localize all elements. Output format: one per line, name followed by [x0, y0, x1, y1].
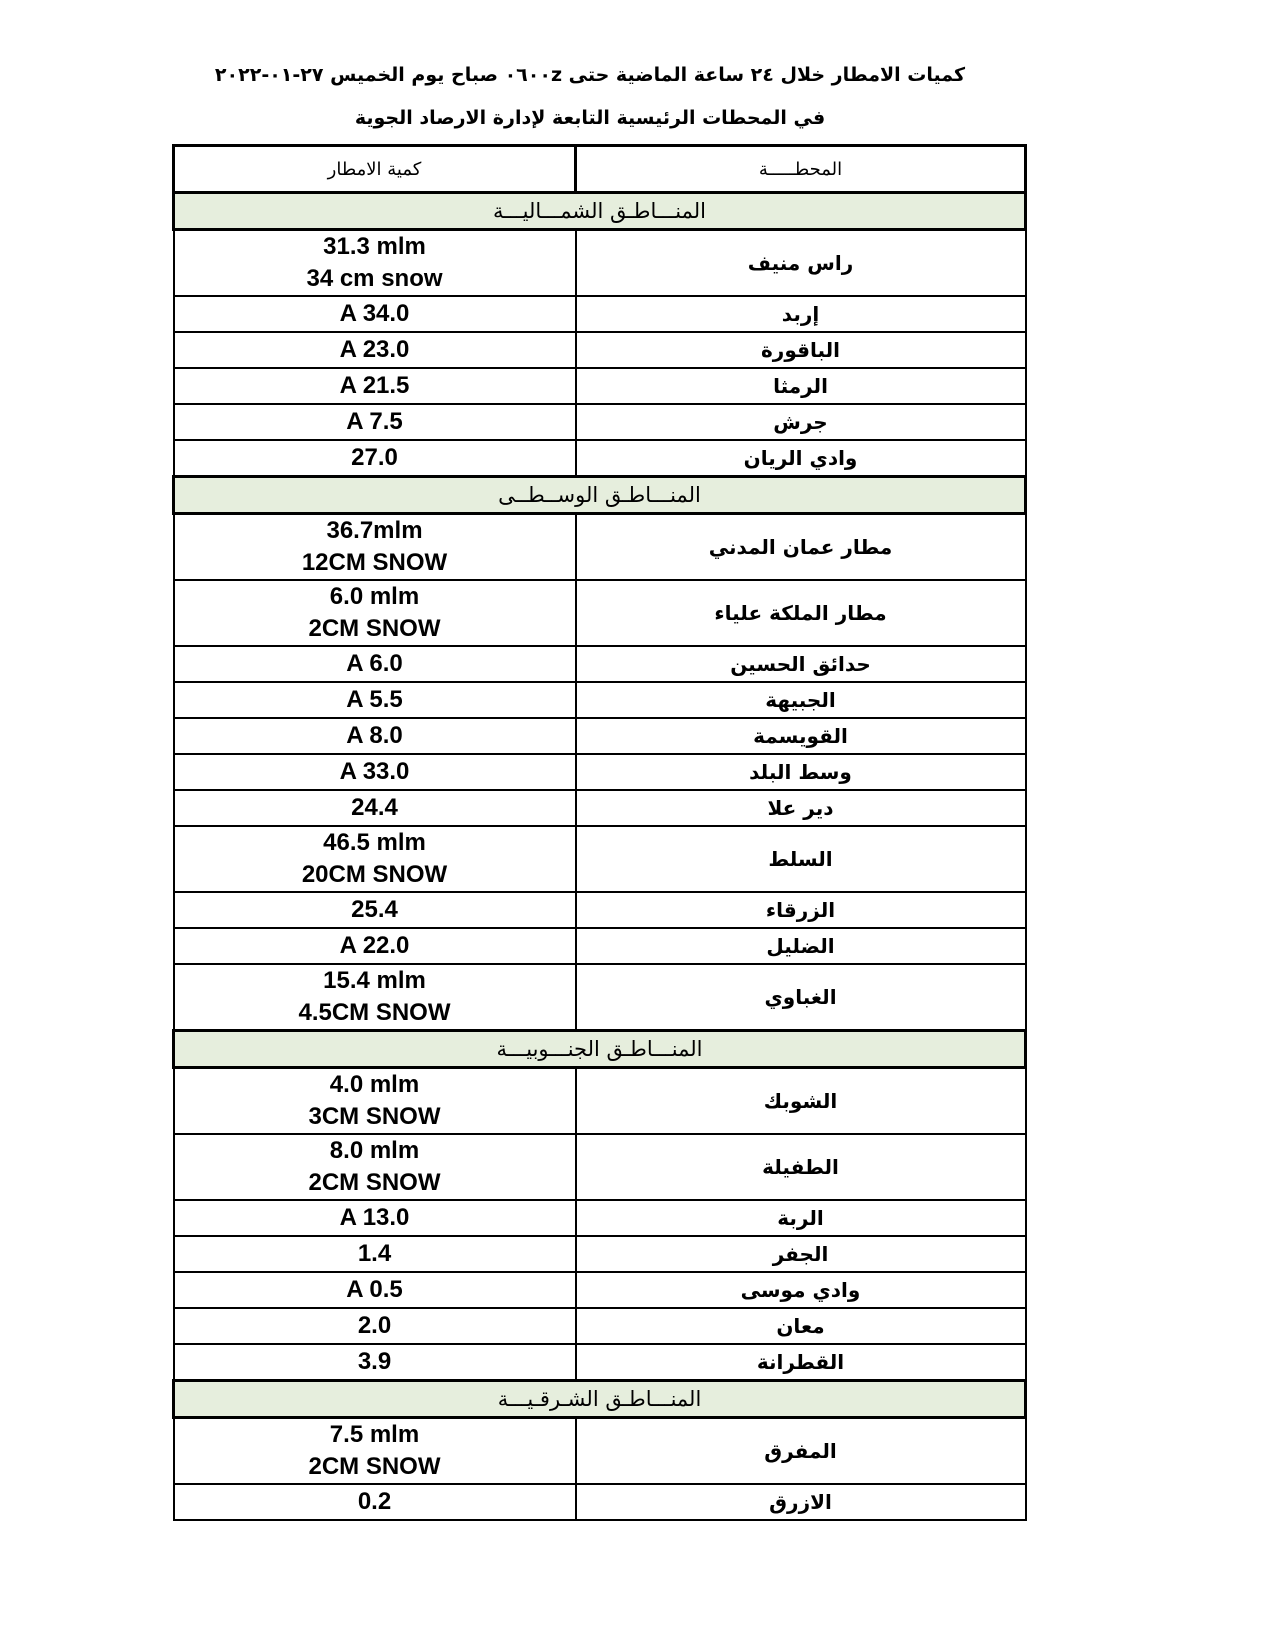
station-name: القويسمة	[576, 718, 1026, 754]
station-name: الزرقاء	[576, 892, 1026, 928]
region-header-row	[174, 1381, 1026, 1418]
column-header-station: المحطـــــة	[576, 146, 1026, 193]
station-name: الباقورة	[576, 332, 1026, 368]
rainfall-amount: 2.0	[357, 1312, 392, 1339]
table-row	[174, 296, 1026, 332]
snow-depth: 4.5CM SNOW	[298, 999, 451, 1026]
table-row	[174, 1236, 1026, 1272]
station-name: الجفر	[576, 1236, 1026, 1272]
table-row	[174, 404, 1026, 440]
station-name: جرش	[576, 404, 1026, 440]
rainfall-amount: 27.0	[351, 444, 398, 471]
rainfall-amount-cell	[174, 790, 576, 826]
rainfall-amount-cell	[174, 754, 576, 790]
station-name: المفرق	[576, 1418, 1026, 1485]
station-name: حدائق الحسين	[576, 646, 1026, 682]
rainfall-amount: A 8.0	[346, 722, 403, 749]
rainfall-amount: 4.0 mlm	[329, 1071, 420, 1098]
table-row	[174, 1344, 1026, 1381]
table-row	[174, 514, 1026, 581]
station-name: دير علا	[576, 790, 1026, 826]
rainfall-amount-cell	[174, 1344, 576, 1381]
table-row	[174, 1418, 1026, 1485]
rainfall-amount: A 7.5	[346, 408, 403, 435]
station-name: الضليل	[576, 928, 1026, 964]
rainfall-amount-cell	[174, 1236, 576, 1272]
station-name: الشوبك	[576, 1068, 1026, 1135]
region-name: المنـــاطـق الجنـــوبيـــة	[174, 1031, 1026, 1068]
table-header-row	[174, 146, 1026, 193]
rainfall-amount: A 21.5	[339, 372, 410, 399]
rainfall-amount-cell	[174, 404, 576, 440]
table-row	[174, 1272, 1026, 1308]
snow-depth: 3CM SNOW	[308, 1103, 441, 1130]
station-name: راس منيف	[576, 230, 1026, 297]
table-row	[174, 754, 1026, 790]
region-name: المنـــاطـق الوســطــى	[174, 477, 1026, 514]
station-name: الرمثا	[576, 368, 1026, 404]
table-row	[174, 1134, 1026, 1200]
rainfall-amount-cell	[174, 514, 576, 581]
rainfall-amount: A 34.0	[339, 300, 410, 327]
rainfall-amount: 15.4 mlm	[323, 967, 426, 994]
region-header-row	[174, 477, 1026, 514]
snow-depth: 2CM SNOW	[308, 1169, 441, 1196]
rainfall-amount: 6.0 mlm	[329, 583, 420, 610]
rainfall-amount: A 13.0	[339, 1204, 410, 1231]
table-row	[174, 826, 1026, 892]
rainfall-amount: A 23.0	[339, 336, 410, 363]
rainfall-amount: 0.2	[357, 1488, 392, 1515]
rainfall-amount: 3.9	[357, 1348, 392, 1375]
station-name: إربد	[576, 296, 1026, 332]
rainfall-amount-cell	[174, 296, 576, 332]
station-name: الغباوي	[576, 964, 1026, 1031]
rainfall-amount: 7.5 mlm	[329, 1421, 420, 1448]
rainfall-amount-cell	[174, 1272, 576, 1308]
rainfall-table	[172, 144, 1027, 1521]
rainfall-amount-cell	[174, 580, 576, 646]
snow-depth: 12CM SNOW	[301, 549, 448, 576]
rainfall-amount-cell	[174, 826, 576, 892]
region-header-row	[174, 1031, 1026, 1068]
snow-depth: 34 cm snow	[306, 265, 443, 292]
station-name: وادي الريان	[576, 440, 1026, 477]
table-row	[174, 580, 1026, 646]
rainfall-amount-cell	[174, 718, 576, 754]
station-name: القطرانة	[576, 1344, 1026, 1381]
rainfall-amount: A 5.5	[346, 686, 403, 713]
snow-depth: 2CM SNOW	[308, 615, 441, 642]
table-row	[174, 892, 1026, 928]
station-name: وادي موسى	[576, 1272, 1026, 1308]
station-name: وسط البلد	[576, 754, 1026, 790]
rainfall-amount-cell	[174, 646, 576, 682]
table-row	[174, 332, 1026, 368]
station-name: الجبيهة	[576, 682, 1026, 718]
station-name: الربة	[576, 1200, 1026, 1236]
region-name: المنـــاطـق الشمـــاليـــة	[174, 193, 1026, 230]
table-row	[174, 682, 1026, 718]
table-row	[174, 1308, 1026, 1344]
rainfall-amount-cell	[174, 1068, 576, 1135]
table-row	[174, 790, 1026, 826]
table-row	[174, 368, 1026, 404]
rainfall-amount-cell	[174, 1308, 576, 1344]
rainfall-amount-cell	[174, 440, 576, 477]
snow-depth: 20CM SNOW	[301, 861, 448, 888]
region-header-row	[174, 193, 1026, 230]
rainfall-amount: 8.0 mlm	[329, 1137, 420, 1164]
rainfall-amount: 36.7mlm	[326, 517, 423, 544]
rainfall-amount-cell	[174, 1418, 576, 1485]
rainfall-amount-cell	[174, 1200, 576, 1236]
station-name: السلط	[576, 826, 1026, 892]
station-name: الازرق	[576, 1484, 1026, 1520]
rainfall-amount-cell	[174, 682, 576, 718]
table-row	[174, 646, 1026, 682]
table-row	[174, 964, 1026, 1031]
rainfall-amount: A 0.5	[346, 1276, 403, 1303]
column-header-amount: كمية الامطار	[174, 146, 576, 193]
table-row	[174, 1200, 1026, 1236]
table-row	[174, 928, 1026, 964]
document-title: كميات الامطار خلال ٢٤ ساعة الماضية حتى ٠٦٠٠z صباح يوم الخميس ٢٧-٠١-٢٠٢٢	[214, 64, 966, 86]
rainfall-amount-cell	[174, 332, 576, 368]
rainfall-amount: 31.3 mlm	[323, 233, 426, 260]
table-row	[174, 1484, 1026, 1520]
table-row	[174, 1068, 1026, 1135]
rainfall-amount: A 22.0	[339, 932, 410, 959]
rainfall-amount: 46.5 mlm	[323, 829, 426, 856]
rainfall-amount: A 6.0	[346, 650, 403, 677]
rainfall-amount-cell	[174, 368, 576, 404]
table-row	[174, 440, 1026, 477]
rainfall-amount-cell	[174, 928, 576, 964]
document-subtitle: في المحطات الرئيسية التابعة لإدارة الارصاد الجوية	[354, 107, 826, 129]
rainfall-amount-cell	[174, 964, 576, 1031]
rainfall-amount-cell	[174, 1134, 576, 1200]
table-row	[174, 230, 1026, 297]
rainfall-amount: 1.4	[357, 1240, 392, 1267]
rainfall-amount-cell	[174, 892, 576, 928]
rainfall-amount: A 33.0	[339, 758, 410, 785]
station-name: الطفيلة	[576, 1134, 1026, 1200]
snow-depth: 2CM SNOW	[308, 1453, 441, 1480]
station-name: مطار الملكة علياء	[576, 580, 1026, 646]
rainfall-amount-cell	[174, 1484, 576, 1520]
station-name: معان	[576, 1308, 1026, 1344]
rainfall-amount: 24.4	[351, 794, 398, 821]
rainfall-amount-cell	[174, 230, 576, 297]
region-name: المنـــاطـق الشـرقـيـــة	[174, 1381, 1026, 1418]
table-row	[174, 718, 1026, 754]
station-name: مطار عمان المدني	[576, 514, 1026, 581]
rainfall-amount: 25.4	[351, 896, 398, 923]
